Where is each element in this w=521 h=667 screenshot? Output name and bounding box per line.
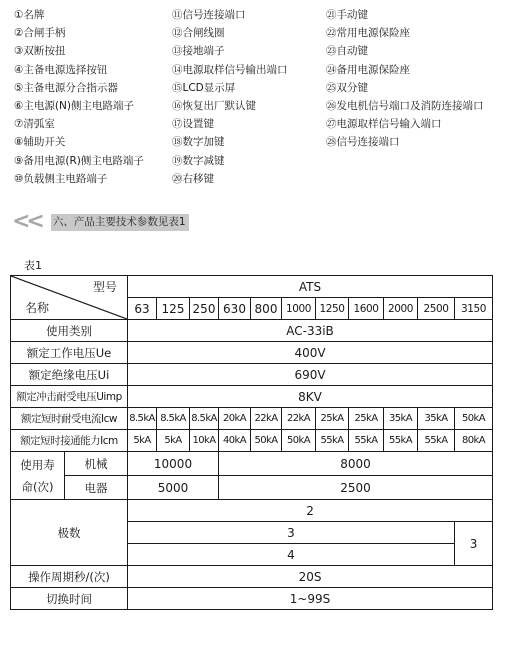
model-value: ATS [128, 276, 493, 298]
mech-value-a: 10000 [128, 452, 219, 476]
table-row [11, 566, 493, 588]
icm-cell: 55kA [316, 430, 349, 452]
legend-item: ㉕双分键 [326, 81, 368, 94]
ui-label: 额定绝缘电压Ui [11, 364, 128, 386]
legend-item: ⑨备用电源(R)侧主电路端子 [14, 154, 144, 167]
elec-value-b: 2500 [219, 476, 493, 500]
legend-item: ①名牌 [14, 9, 45, 21]
legend-item: ⑲数字减键 [172, 154, 225, 167]
legend-item: ③双断按扭 [14, 45, 66, 58]
legend-item: ㉘信号连接端口 [326, 136, 400, 149]
icm-label: 额定短时接通能力Icm [11, 430, 128, 452]
cycle-label: 操作周期秒/(次) [11, 566, 128, 588]
table-row [11, 320, 493, 342]
icm-cell: 55kA [384, 430, 418, 452]
name-header: 名称 [25, 301, 50, 315]
legend-item: ⑩负载侧主电路端子 [14, 172, 108, 185]
icw-cell: 22kA [282, 408, 316, 430]
poles-value-3: 3 [128, 522, 455, 544]
current-cell: 800 [251, 298, 282, 320]
icm-cell: 80kA [455, 430, 493, 452]
legend-item: ⑱数字加键 [172, 136, 225, 149]
poles-side-value: 3 [455, 522, 493, 566]
switch-time-label: 切换时间 [11, 588, 128, 610]
poles-label: 极数 [11, 500, 128, 566]
icw-cell: 20kA [219, 408, 251, 430]
legend-item: ⑬接地端子 [172, 45, 225, 58]
icw-cell: 50kA [455, 408, 493, 430]
poles-row [11, 500, 493, 522]
legend-column-1 [14, 6, 144, 188]
switch-time-value: 1~99S [128, 588, 493, 610]
component-legend [14, 6, 514, 196]
icw-cell: 35kA [384, 408, 418, 430]
usage-label: 使用类别 [11, 320, 128, 342]
legend-item: ㉓自动键 [326, 45, 368, 58]
header-diagonal-cell [11, 276, 128, 320]
section-heading [12, 211, 189, 233]
current-cell: 250 [190, 298, 219, 320]
icw-cell: 8.5kA [128, 408, 157, 430]
icm-cell: 10kA [190, 430, 219, 452]
current-cell: 1250 [316, 298, 349, 320]
table-row [11, 342, 493, 364]
current-cell: 1000 [282, 298, 316, 320]
icw-label: 额定短时耐受电流Icw [11, 408, 128, 430]
legend-item: ④主备电源选择按钮 [14, 63, 108, 76]
icm-row [11, 430, 493, 452]
spec-table [10, 275, 493, 610]
mech-life-row [11, 452, 493, 476]
mech-value-b: 8000 [219, 452, 493, 476]
uimp-label: 额定冲击耐受电压Uimp [11, 386, 128, 408]
current-cell: 1600 [349, 298, 384, 320]
current-cell: 2000 [384, 298, 418, 320]
current-cell: 63 [128, 298, 157, 320]
current-cell: 2500 [418, 298, 455, 320]
icw-row [11, 408, 493, 430]
elec-value-a: 5000 [128, 476, 219, 500]
legend-item: ㉔备用电源保险座 [326, 63, 410, 76]
icw-cell: 25kA [349, 408, 384, 430]
ue-value: 400V [128, 342, 493, 364]
legend-item: ㉑手动键 [326, 9, 368, 21]
ue-label: 额定工作电压Ue [11, 342, 128, 364]
legend-item: ⑦清弧室 [14, 118, 55, 131]
table-row [11, 386, 493, 408]
legend-item: ⑥主电源(N)侧主电路端子 [14, 99, 134, 112]
mech-label: 机械 [65, 452, 128, 476]
legend-item: ⑫合闸线圈 [172, 27, 225, 40]
legend-item: ⑳右移键 [172, 172, 214, 185]
section-title: 六、产品主要技术参数见表1 [51, 214, 189, 231]
icw-cell: 25kA [316, 408, 349, 430]
legend-item: ⑭电源取样信号输出端口 [172, 63, 288, 76]
poles-value-4: 4 [128, 544, 455, 566]
table-caption: 表1 [24, 259, 42, 272]
elec-label: 电器 [65, 476, 128, 500]
icm-cell: 50kA [282, 430, 316, 452]
legend-column-3 [326, 6, 484, 152]
elec-life-row [11, 476, 493, 500]
legend-item: ⑧辅助开关 [14, 136, 66, 149]
life-label-line-1: 使用寿 [20, 457, 55, 472]
current-cell: 630 [219, 298, 251, 320]
legend-item: ⑯恢复出厂默认键 [172, 99, 256, 112]
legend-item: ⑮LCD显示屏 [172, 81, 236, 94]
current-cell: 125 [157, 298, 190, 320]
poles-value-2: 2 [128, 500, 493, 522]
ui-value: 690V [128, 364, 493, 386]
icw-cell: 8.5kA [190, 408, 219, 430]
legend-item: ⑰设置键 [172, 118, 214, 131]
icm-cell: 5kA [157, 430, 190, 452]
icm-cell: 55kA [418, 430, 455, 452]
icm-cell: 55kA [349, 430, 384, 452]
usage-value: AC-33iB [128, 320, 493, 342]
table-row [11, 588, 493, 610]
table-row [11, 364, 493, 386]
life-label-line-2: 命(次) [21, 479, 54, 494]
icw-cell: 22kA [251, 408, 282, 430]
legend-column-2 [172, 6, 288, 188]
icw-cell: 8.5kA [157, 408, 190, 430]
legend-item: ㉖发电机信号端口及消防连接端口 [326, 99, 484, 112]
legend-item: ㉗电源取样信号输入端口 [326, 118, 442, 131]
icw-cell: 35kA [418, 408, 455, 430]
current-cell: 3150 [455, 298, 493, 320]
icm-cell: 5kA [128, 430, 157, 452]
icm-cell: 50kA [251, 430, 282, 452]
legend-item: ⑪信号连接端口 [172, 9, 246, 21]
legend-item: ㉒常用电源保险座 [326, 27, 410, 40]
life-label [11, 452, 65, 500]
legend-item: ②合闸手柄 [14, 27, 66, 40]
legend-item: ⑤主备电源分合指示器 [14, 81, 118, 94]
uimp-value: 8KV [128, 386, 493, 408]
cycle-value: 20S [128, 566, 493, 588]
icm-cell: 40kA [219, 430, 251, 452]
chevrons-left-icon: << [12, 209, 41, 234]
model-header: 型号 [92, 280, 117, 294]
